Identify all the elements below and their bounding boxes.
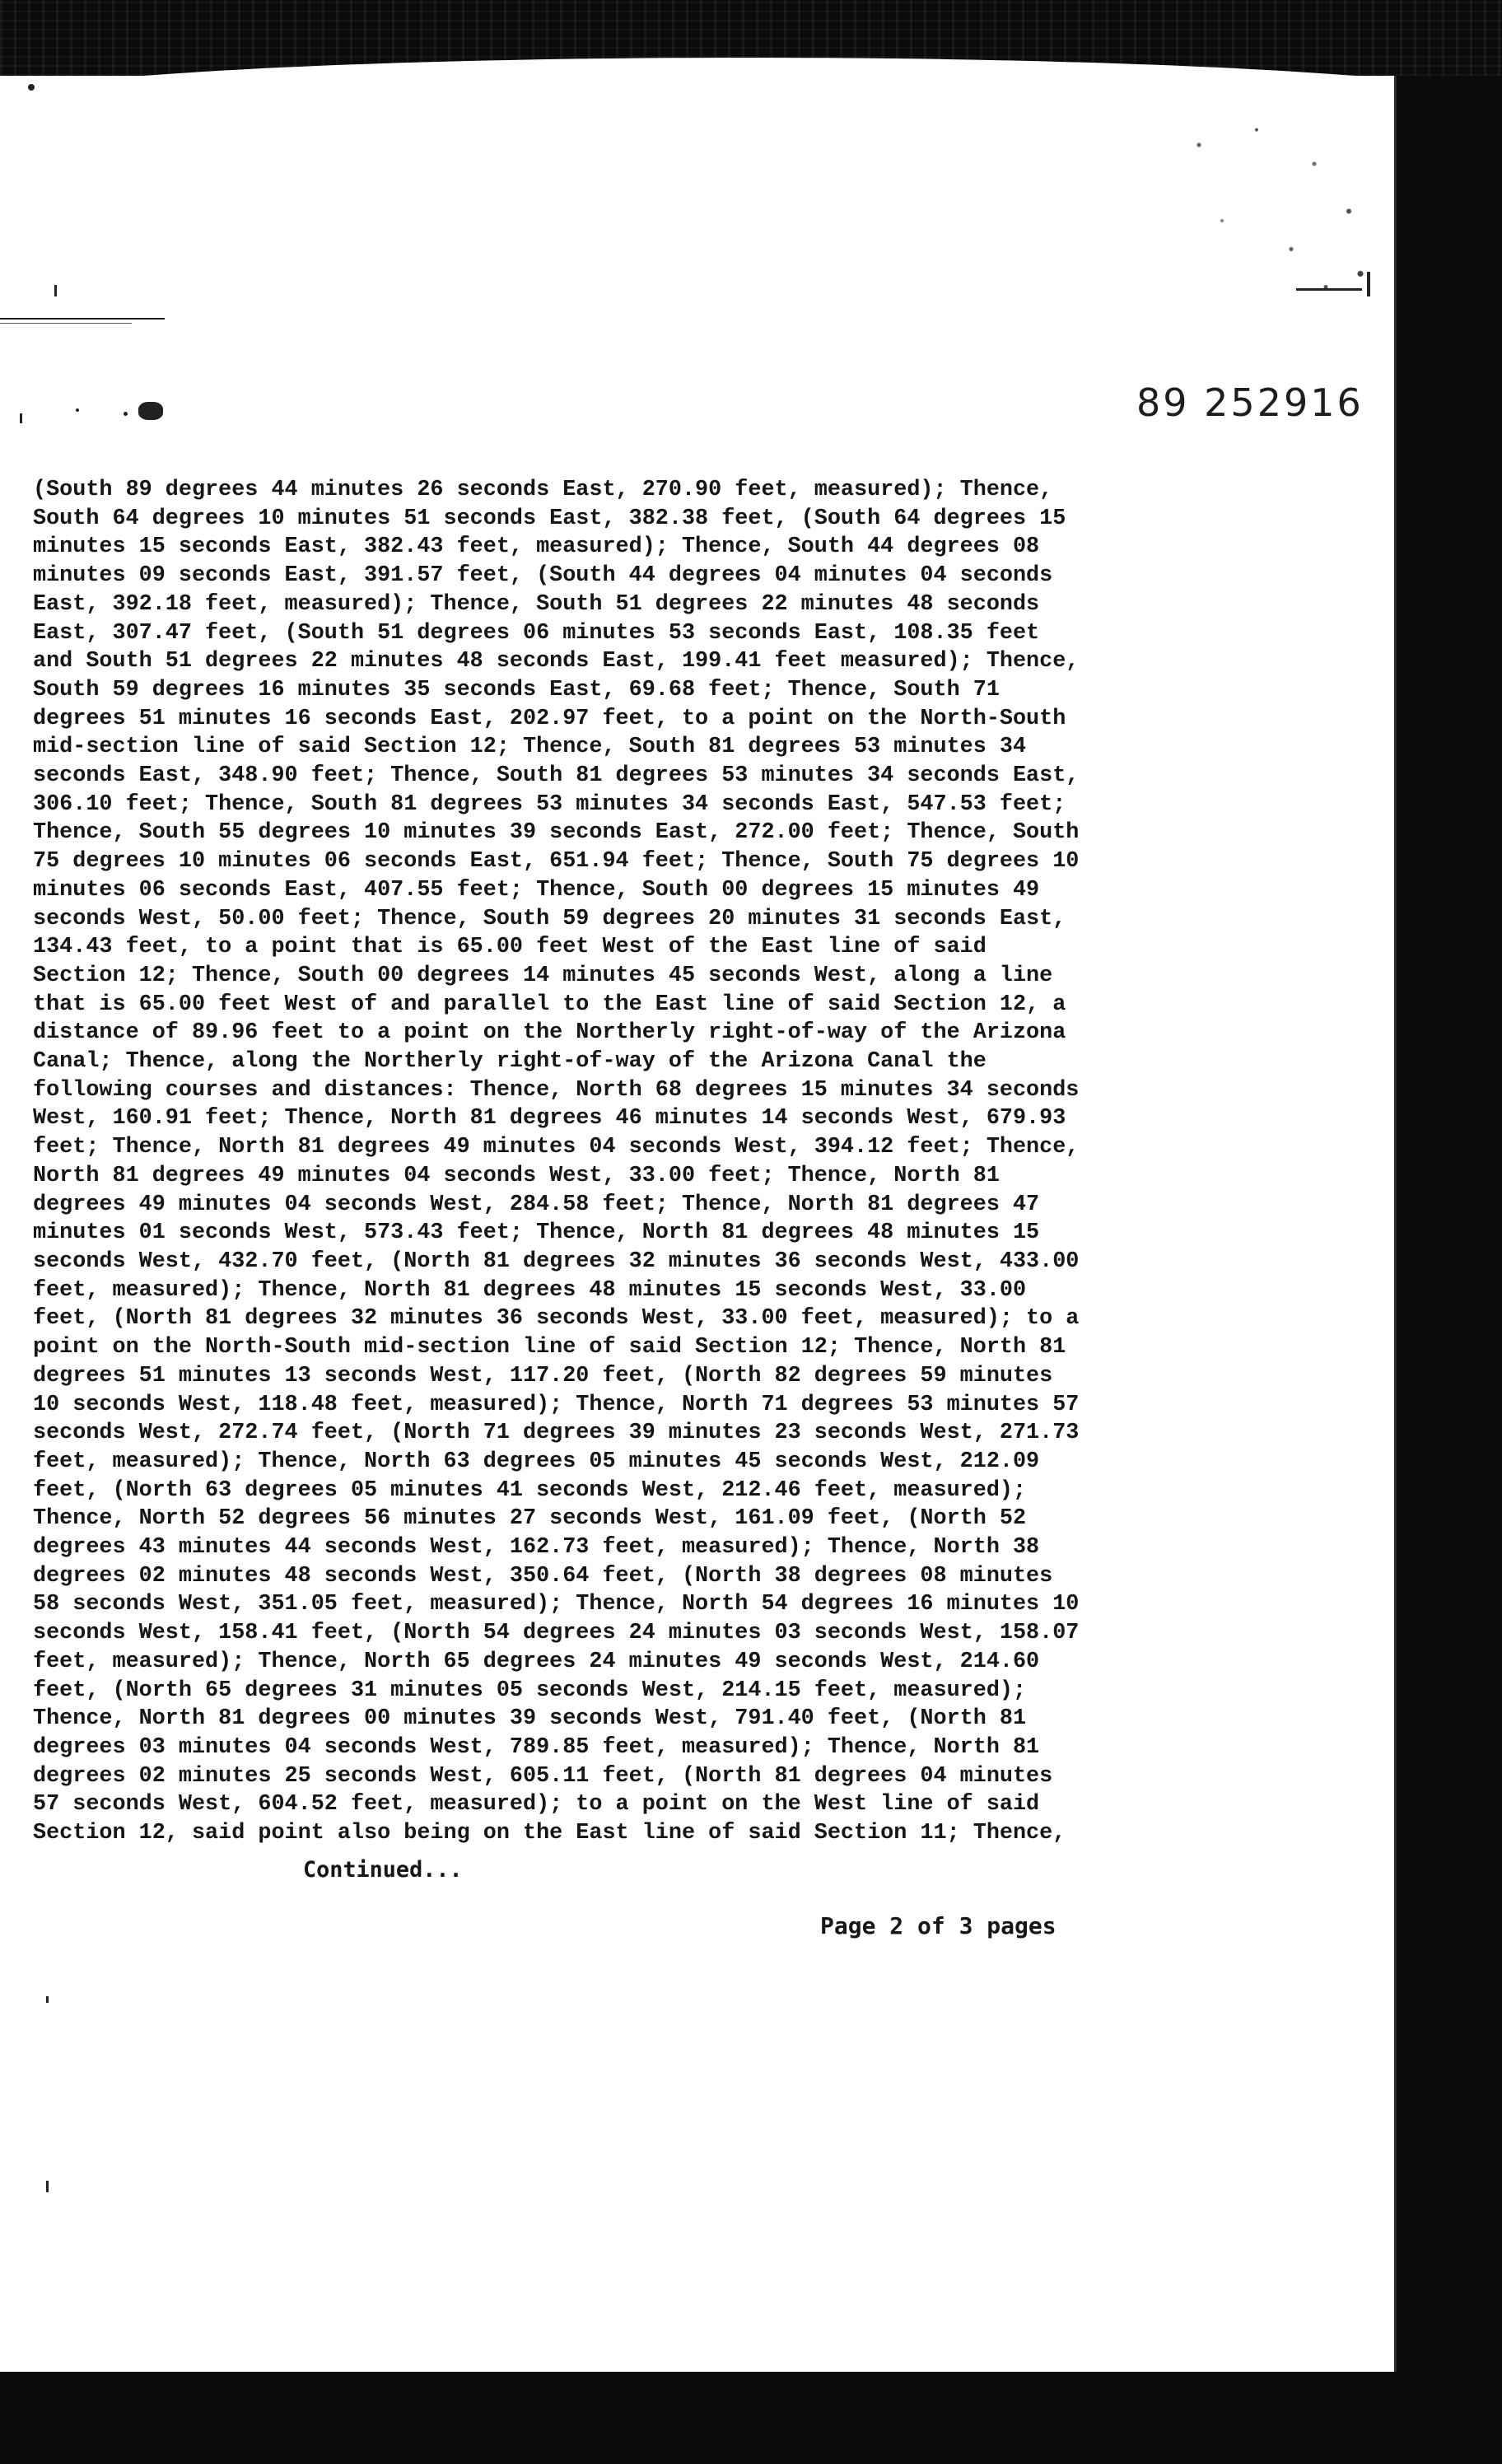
text-line: distance of 89.96 feet to a point on the Northerly right-of-way of the Arizona: [33, 1020, 1066, 1046]
scan-bottom-edge: [0, 2372, 1502, 2464]
text-line: seconds West, 432.70 feet, (North 81 degrees 32 minutes 36 seconds West, 433.00: [33, 1248, 1080, 1274]
text-line: Thence, North 52 degrees 56 minutes 27 seconds West, 161.09 feet, (North 52: [33, 1506, 1027, 1532]
text-line: degrees 43 minutes 44 seconds West, 162.73 feet, measured); Thence, North 38: [33, 1535, 1040, 1561]
page-right-border: [1394, 76, 1397, 2382]
text-line: that is 65.00 feet West of and parallel to the East line of said Section 12, a: [33, 992, 1066, 1017]
scan-mark: [138, 402, 163, 420]
scan-mark: [20, 413, 22, 423]
scan-right-edge: [1397, 76, 1502, 2464]
text-line: feet, (North 63 degrees 05 minutes 41 seconds West, 212.46 feet, measured);: [33, 1477, 1027, 1503]
text-line: feet; Thence, North 81 degrees 49 minutes 04 seconds West, 394.12 feet; Thence,: [33, 1135, 1080, 1160]
text-line: following courses and distances: Thence, North 68 degrees 15 minutes 34 seconds: [33, 1077, 1080, 1103]
text-line: Thence, South 55 degrees 10 minutes 39 seconds East, 272.00 feet; Thence, South: [33, 820, 1080, 846]
text-line: degrees 02 minutes 25 seconds West, 605.11 feet, (North 81 degrees 04 minutes: [33, 1763, 1053, 1789]
text-line: 10 seconds West, 118.48 feet, measured); Thence, North 71 degrees 53 minutes 57: [33, 1392, 1080, 1417]
text-line: seconds West, 158.41 feet, (North 54 degrees 24 minutes 03 seconds West, 158.07: [33, 1621, 1080, 1646]
scan-mark: [28, 84, 35, 91]
text-line: feet, measured); Thence, North 81 degrees 48 minutes 15 seconds West, 33.00: [33, 1277, 1027, 1303]
text-line: Section 12, said point also being on the East line of said Section 11; Thence,: [33, 1821, 1066, 1846]
text-line: North 81 degrees 49 minutes 04 seconds West, 33.00 feet; Thence, North 81: [33, 1163, 1000, 1188]
text-line: minutes 15 seconds East, 382.43 feet, measured); Thence, South 44 degrees 08: [33, 534, 1040, 560]
text-line: degrees 51 minutes 13 seconds West, 117.20 feet, (North 82 degrees 59 minutes: [33, 1363, 1053, 1388]
scan-mark: [46, 2181, 49, 2192]
scan-mark: [1367, 272, 1370, 296]
text-line: seconds East, 348.90 feet; Thence, South 81 degrees 53 minutes 34 seconds East,: [33, 763, 1080, 789]
text-line: South 59 degrees 16 minutes 35 seconds East, 69.68 feet; Thence, South 71: [33, 677, 1000, 702]
recording-number: 89 252916: [1136, 380, 1364, 425]
text-line: (South 89 degrees 44 minutes 26 seconds East, 270.90 feet, measured); Thence,: [33, 478, 1053, 502]
legal-description-text: [33, 476, 1210, 1848]
text-line: 75 degrees 10 minutes 06 seconds East, 651.94 feet; Thence, South 75 degrees 10: [33, 849, 1080, 875]
scan-noise-speckles: [1153, 107, 1383, 296]
text-line: feet, (North 65 degrees 31 minutes 05 seconds West, 214.15 feet, measured);: [33, 1678, 1027, 1703]
text-line: Canal; Thence, along the Northerly right-of-way of the Arizona Canal the: [33, 1049, 987, 1075]
text-line: minutes 01 seconds West, 573.43 feet; Thence, North 81 degrees 48 minutes 15: [33, 1220, 1040, 1246]
text-line: feet, measured); Thence, North 65 degrees 24 minutes 49 seconds West, 214.60: [33, 1649, 1040, 1674]
text-line: degrees 49 minutes 04 seconds West, 284.58 feet; Thence, North 81 degrees 47: [33, 1192, 1040, 1217]
text-line: 57 seconds West, 604.52 feet, measured); to a point on the West line of said: [33, 1792, 1040, 1818]
text-line: 306.10 feet; Thence, South 81 degrees 53 minutes 34 seconds East, 547.53 feet;: [33, 791, 1066, 817]
text-line: seconds West, 272.74 feet, (North 71 degrees 39 minutes 23 seconds West, 271.73: [33, 1421, 1080, 1446]
text-line: minutes 06 seconds East, 407.55 feet; Thence, South 00 degrees 15 minutes 49: [33, 877, 1040, 903]
margin-rule-secondary: [0, 323, 132, 324]
text-line: minutes 09 seconds East, 391.57 feet, (South 44 degrees 04 minutes 04 seconds: [33, 563, 1053, 589]
text-line: and South 51 degrees 22 minutes 48 seconds East, 199.41 feet measured); Thence,: [33, 649, 1080, 674]
text-line: seconds West, 50.00 feet; Thence, South 59 degrees 20 minutes 31 seconds East,: [33, 906, 1066, 931]
text-line: East, 392.18 feet, measured); Thence, South 51 degrees 22 minutes 48 seconds: [33, 591, 1040, 617]
text-line: East, 307.47 feet, (South 51 degrees 06 minutes 53 seconds East, 108.35 feet: [33, 620, 1040, 646]
continued-label: Continued...: [303, 1857, 463, 1883]
text-line: West, 160.91 feet; Thence, North 81 degrees 46 minutes 14 seconds West, 679.93: [33, 1106, 1066, 1132]
scan-mark: [46, 1996, 49, 2003]
text-line: point on the North-South mid-section line of said Section 12; Thence, North 81: [33, 1335, 1066, 1360]
text-line: South 64 degrees 10 minutes 51 seconds East, 382.38 feet, (South 64 degrees 15: [33, 506, 1066, 531]
margin-rule: [0, 318, 165, 320]
text-line: Thence, North 81 degrees 00 minutes 39 seconds West, 791.40 feet, (North 81: [33, 1706, 1027, 1732]
text-line: Section 12; Thence, South 00 degrees 14 minutes 45 seconds West, along a line: [33, 963, 1053, 988]
scan-mark: [76, 408, 79, 412]
text-line: mid-section line of said Section 12; Thence, South 81 degrees 53 minutes 34: [33, 735, 1027, 760]
page-number: Page 2 of 3 pages: [820, 1912, 1057, 1939]
text-line: 134.43 feet, to a point that is 65.00 feet West of the East line of said: [33, 935, 987, 960]
scan-mark: [54, 285, 57, 296]
scan-mark: [124, 412, 128, 416]
text-line: feet, (North 81 degrees 32 minutes 36 seconds West, 33.00 feet, measured); to a: [33, 1306, 1080, 1332]
text-line: feet, measured); Thence, North 63 degrees 05 minutes 45 seconds West, 212.09: [33, 1449, 1040, 1474]
text-line: degrees 03 minutes 04 seconds West, 789.85 feet, measured); Thence, North 81: [33, 1734, 1040, 1760]
text-line: 58 seconds West, 351.05 feet, measured); Thence, North 54 degrees 16 minutes 10: [33, 1592, 1080, 1617]
scan-mark: [1296, 288, 1362, 291]
text-line: degrees 02 minutes 48 seconds West, 350.64 feet, (North 38 degrees 08 minutes: [33, 1563, 1053, 1589]
text-line: degrees 51 minutes 16 seconds East, 202.97 feet, to a point on the North-South: [33, 706, 1066, 731]
